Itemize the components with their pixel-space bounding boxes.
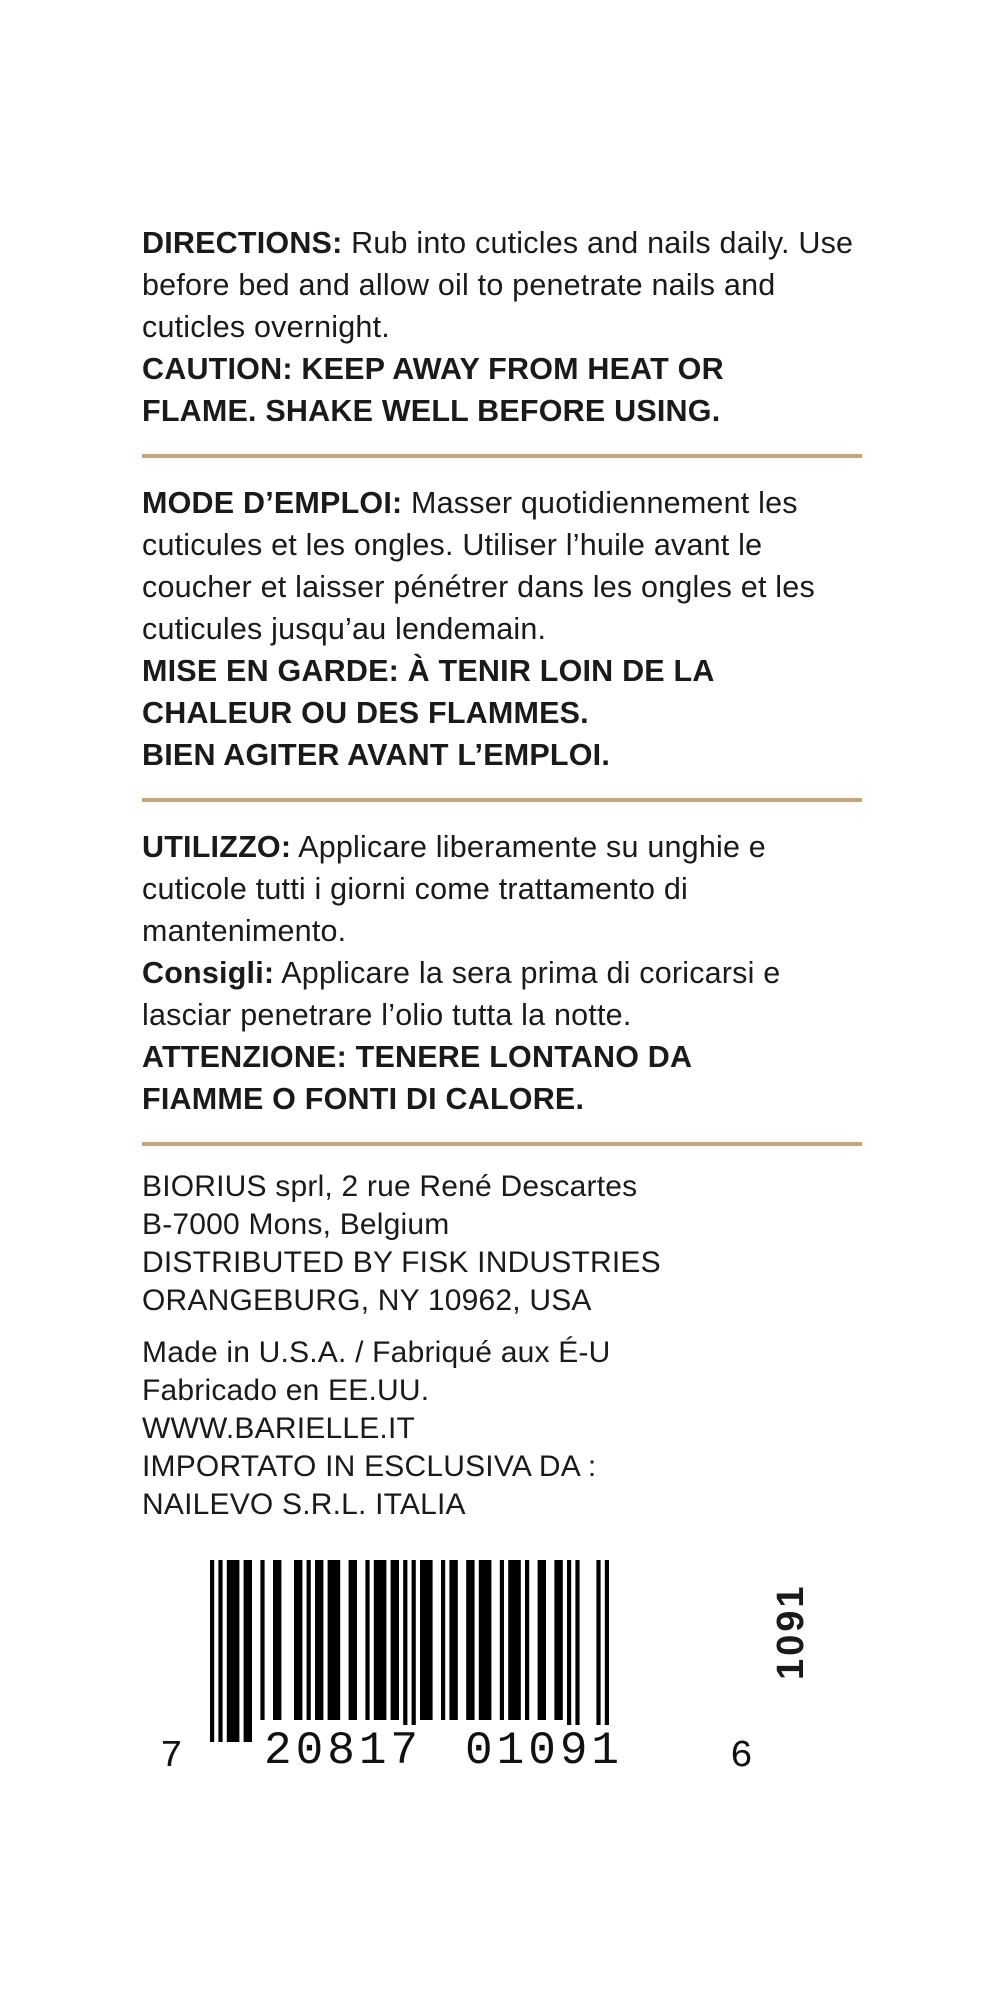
barcode-bar [567, 1560, 571, 1742]
mise-en-garde-line-2: CHALEUR OU DES FLAMMES. [142, 696, 589, 730]
barcode-check-digit: 6 [730, 1735, 753, 1778]
barcode-bar [466, 1560, 474, 1720]
barcode-bar [575, 1560, 579, 1742]
section-divider [142, 1142, 862, 1146]
origin-line-1: Made in U.S.A. / Fabriqué aux É-U [142, 1336, 611, 1369]
address-line-3: DISTRIBUTED BY FISK INDUSTRIES [142, 1246, 661, 1279]
origin-line-2: Fabricado en EE.UU. [142, 1374, 430, 1407]
side-product-code: 1091 [770, 1583, 812, 1680]
mode-emploi-section [142, 482, 862, 776]
barcode-bar [365, 1560, 369, 1720]
address-line-2: B-7000 Mons, Belgium [142, 1208, 450, 1241]
section-divider [142, 798, 862, 802]
barcode-bar [538, 1560, 546, 1720]
barcode-bar [441, 1560, 445, 1720]
address-block [142, 1168, 862, 1320]
address-line-4: ORANGEBURG, NY 10962, USA [142, 1284, 592, 1317]
barcode-bar [328, 1560, 341, 1720]
directions-label: DIRECTIONS: [142, 226, 343, 260]
barcode-bar [391, 1560, 399, 1720]
barcode-bar [210, 1560, 214, 1742]
barcode-bar [315, 1560, 323, 1720]
barcode-bar [449, 1560, 457, 1720]
utilizzo-text: Applicare liberamente su unghie e cuticole tutti i giorni come trattamento di mantenimento. [142, 830, 766, 948]
origin-line-5: NAILEVO S.R.L. ITALIA [142, 1488, 466, 1521]
section-divider [142, 454, 862, 458]
utilizzo-section [142, 826, 862, 1120]
product-label [142, 222, 862, 1524]
mode-emploi-paragraph [142, 482, 862, 650]
barcode-bar [479, 1560, 492, 1720]
barcode-bar [508, 1560, 521, 1720]
barcode [150, 1560, 870, 1780]
barcode-bar [244, 1560, 252, 1742]
origin-block [142, 1334, 862, 1524]
barcode-lead-digit: 7 [160, 1735, 183, 1778]
mise-en-garde-line-1: MISE EN GARDE: À TENIR LOIN DE LA [142, 654, 715, 688]
directions-text: Rub into cuticles and nails daily. Use before bed and allow oil to penetrate nails and cuticles overnight. [142, 226, 854, 344]
website-link: WWW.BARIELLE.IT [142, 1412, 416, 1445]
mise-en-garde-line-3: BIEN AGITER AVANT L’EMPLOI. [142, 738, 610, 772]
origin-line-4: IMPORTATO IN ESCLUSIVA DA : [142, 1450, 597, 1483]
address-line-1: BIORIUS sprl, 2 rue René Descartes [142, 1170, 638, 1203]
mode-emploi-text: Masser quotidiennement les cuticules et les ongles. Utiliser l’huile avant le coucher et laisser pénétrer dans les ongles et les cuticules jusqu’au lendemain. [142, 486, 815, 646]
directions-section [142, 222, 862, 432]
barcode-bar [605, 1560, 609, 1742]
attenzione-line-2: FIAMME O FONTI DI CALORE. [142, 1082, 585, 1116]
consigli-label: Consigli: [142, 956, 275, 990]
barcode-bar [554, 1560, 562, 1720]
barcode-bar [374, 1560, 387, 1720]
barcode-right-digits: 01091 [465, 1725, 624, 1777]
utilizzo-paragraph [142, 826, 862, 952]
attenzione-line-1: ATTENZIONE: TENERE LONTANO DA [142, 1040, 693, 1074]
barcode-bar [525, 1560, 529, 1720]
barcode-bar [420, 1560, 433, 1720]
caution-line-1: CAUTION: KEEP AWAY FROM HEAT OR [142, 352, 724, 386]
barcode-bar [412, 1560, 416, 1742]
directions-paragraph [142, 222, 862, 348]
consigli-text: Applicare la sera prima di coricarsi e lasciar penetrare l’olio tutta la notte. [142, 956, 781, 1032]
barcode-bar [294, 1560, 302, 1720]
barcode-bar [307, 1560, 311, 1720]
barcode-left-digits: 20817 [264, 1725, 423, 1777]
barcode-bar [500, 1560, 504, 1720]
barcode-bars [210, 1560, 710, 1750]
barcode-bar [273, 1560, 281, 1720]
barcode-bar [349, 1560, 357, 1720]
utilizzo-label: UTILIZZO: [142, 830, 292, 864]
barcode-bar [260, 1560, 264, 1720]
consigli-paragraph [142, 952, 862, 1036]
caution-line-2: FLAME. SHAKE WELL BEFORE USING. [142, 394, 721, 428]
barcode-bar [227, 1560, 240, 1742]
mode-emploi-label: MODE D’EMPLOI: [142, 486, 403, 520]
barcode-bar [218, 1560, 222, 1742]
barcode-bar [596, 1560, 600, 1742]
barcode-bar [403, 1560, 407, 1742]
